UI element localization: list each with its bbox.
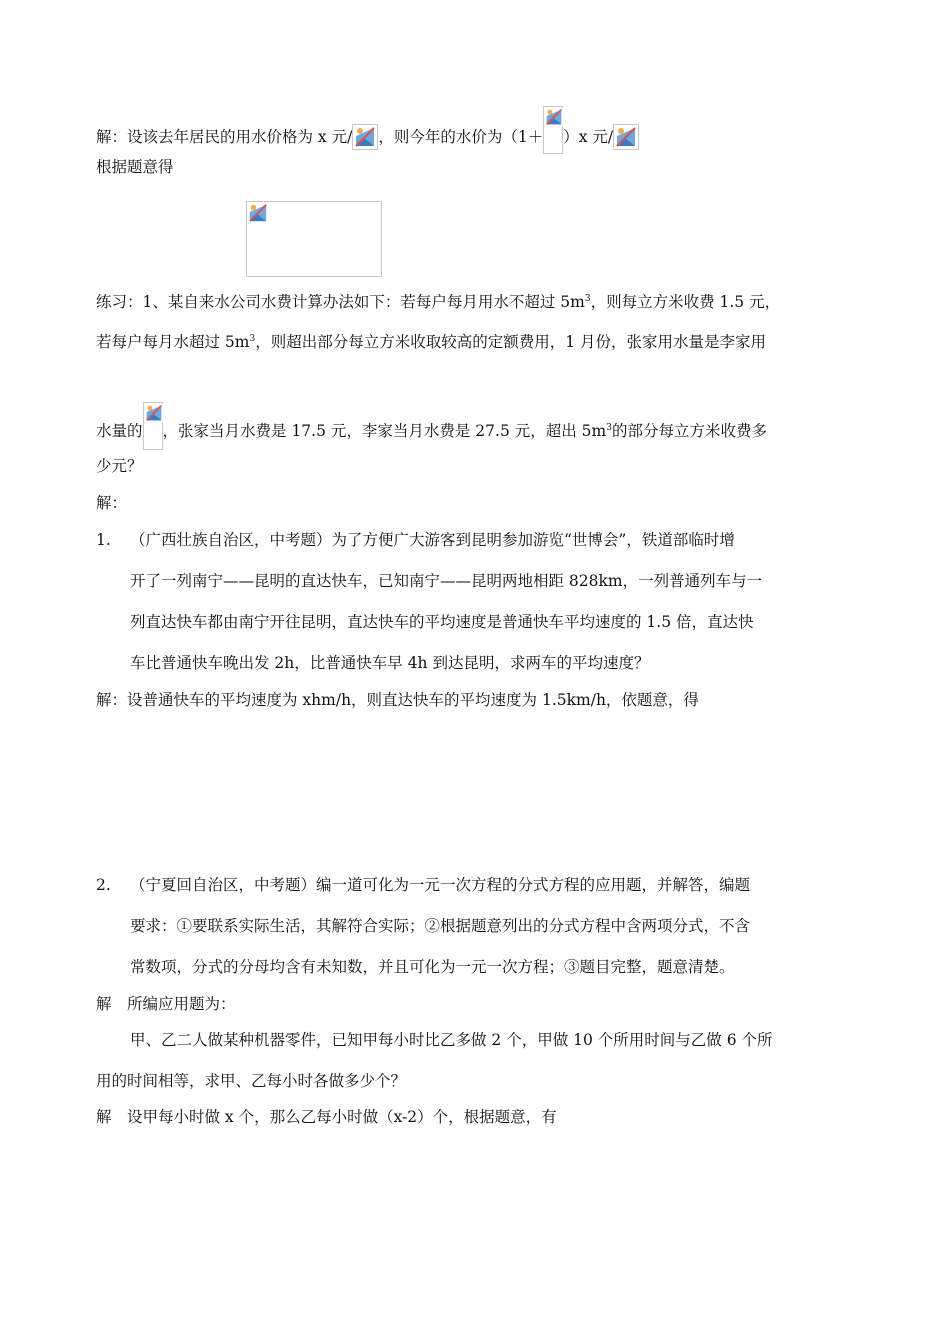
practice-text: ，则每立方米收费 1.5 元， bbox=[590, 293, 781, 311]
practice-line-3 bbox=[96, 402, 767, 450]
basis-line: 根据题意得 bbox=[96, 158, 174, 176]
equation-image bbox=[246, 201, 382, 277]
problem-2-solution: 解 设甲每小时做 x 个，那么乙每小时做（x-2）个，根据题意，有 bbox=[96, 1108, 557, 1126]
solution-1-text-a: 解：设该去年居民的用水价格为 x 元/ bbox=[96, 128, 353, 146]
problem-1-line: （广西壮族自治区，中考题）为了方便广大游客到昆明参加游览“世博会”，铁道部临时增 bbox=[130, 531, 735, 549]
problem-2-line: （宁夏回自治区，中考题）编一道可化为一元一次方程的分式方程的应用题，并解答，编题 bbox=[130, 876, 751, 894]
practice-line-1 bbox=[96, 291, 780, 313]
practice-text: 的部分每立方米收费多 bbox=[611, 422, 767, 440]
problem-2-composed-label: 解 所编应用题为： bbox=[96, 995, 236, 1013]
problem-2-line: 常数项，分式的分母均含有未知数，并且可化为一元一次方程；③题目完整，题意清楚。 bbox=[130, 958, 735, 976]
broken-image-icon bbox=[143, 402, 163, 450]
superscript: 3 bbox=[249, 333, 256, 344]
problem-1-line: 开了一列南宁——昆明的直达快车，已知南宁——昆明两地相距 828km，一列普通列车与一 bbox=[130, 572, 763, 590]
solution-1-text-b: ，则今年的水价为（1＋ bbox=[378, 128, 544, 146]
broken-image-icon bbox=[352, 124, 378, 150]
practice-line-2 bbox=[96, 331, 766, 353]
problem-1-number: 1. bbox=[96, 531, 111, 549]
problem-2-composed-line: 甲、乙二人做某种机器零件，已知甲每小时比乙多做 2 个，甲做 10 个所用时间与乙做 6 个所 bbox=[130, 1031, 773, 1049]
practice-text: ，则超出部分每立方米收取较高的定额费用，1 月份，张家用水量是李家用 bbox=[255, 333, 767, 351]
problem-2-composed-line: 用的时间相等，求甲、乙每小时各做多少个？ bbox=[96, 1072, 407, 1090]
problem-2-line: 要求：①要联系实际生活，其解符合实际；②根据题意列出的分式方程中含两项分式，不含 bbox=[130, 917, 751, 935]
problem-1-line: 车比普通快车晚出发 2h，比普通快车早 4h 到达昆明，求两车的平均速度？ bbox=[130, 654, 650, 672]
practice-line-4: 少元？ bbox=[96, 457, 143, 475]
broken-image-icon bbox=[248, 203, 268, 223]
practice-text: 练习：1、某自来水公司水费计算办法如下：若每户每月用水不超过 5m bbox=[96, 293, 585, 311]
broken-image-icon bbox=[613, 124, 639, 150]
practice-text: 水量的 bbox=[96, 422, 143, 440]
broken-image-icon bbox=[543, 106, 563, 154]
superscript: 3 bbox=[584, 293, 591, 304]
problem-1-line: 列直达快车都由南宁开往昆明，直达快车的平均速度是普通快车平均速度的 1.5 倍，直达快 bbox=[130, 613, 754, 631]
problem-1-solution: 解：设普通快车的平均速度为 xhm/h，则直达快车的平均速度为 1.5km/h，依题意，得 bbox=[96, 691, 699, 709]
problem-2-number: 2. bbox=[96, 876, 111, 894]
practice-text: 若每户每月水超过 5m bbox=[96, 333, 250, 351]
practice-answer: 解： bbox=[96, 494, 128, 512]
superscript: 3 bbox=[606, 422, 612, 433]
solution-1-line bbox=[96, 106, 639, 154]
solution-1-text-c: ）x 元/ bbox=[563, 128, 614, 146]
practice-text: ，张家当月水费是 17.5 元，李家当月水费是 27.5 元，超出 5m bbox=[162, 422, 607, 440]
